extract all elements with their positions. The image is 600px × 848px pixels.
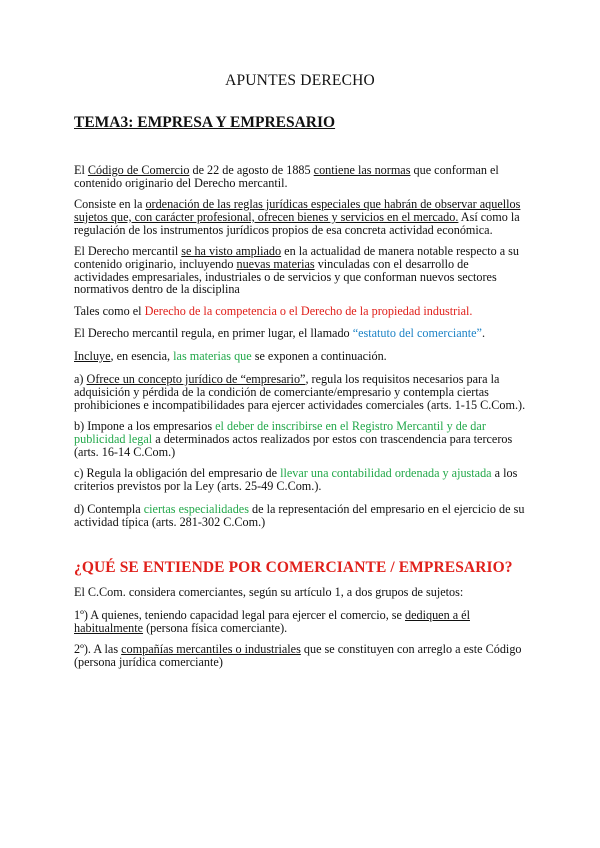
paragraph-ccom-considera: El C.Com. considera comerciantes, según su artículo 1, a dos grupos de sujetos: (74, 585, 464, 599)
section-heading-tema3: TEMA3: EMPRESA Y EMPRESARIO (74, 114, 336, 131)
list-item-c: c) Regula la obligación del empresario de llevar una contabilidad ordenada y ajustada a los criterios previstos por la Ley (arts. 25-49 C.Com.). (74, 466, 518, 493)
list-item-d: d) Contempla ciertas especialidades de la representación del empresario en el ejercicio de su actividad típica (arts. 281-302 C.Com.) (74, 502, 525, 529)
paragraph-ampliado: El Derecho mercantil se ha visto ampliado en la actualidad de manera notable respecto a su contenido originario, incluyendo nuevas materias vinculadas con el desarrollo de actividades empresariales, industriales o de servicios y que conforman nuevos sectores normativos dentro de la disciplina (74, 244, 520, 297)
paragraph-codigo-comercio: El Código de Comercio de 22 de agosto de 1885 contiene las normas que conforman el contenido originario del Derecho mercantil. (74, 163, 499, 190)
list-item-a: a) Ofrece un concepto jurídico de “empresario”, regula los requisitos necesarios para la adquisición y pérdida de la condición de comerciante/empresario y contempla ciertas prohibiciones e incompatibilidades para ejercer actividades comerciales (arts. 1-15 C.Com.). (74, 372, 526, 412)
list-item-2: 2º). A las compañías mercantiles o industriales que se constituyen con arreglo a este Código (persona jurídica comerciante) (74, 642, 522, 669)
document-title: APUNTES DERECHO (225, 72, 375, 89)
list-item-b: b) Impone a los empresarios el deber de inscribirse en el Registro Mercantil y de dar publicidad legal a determinados actos realizados por estos con trascendencia para terceros (arts. 16-14 C.Com.) (74, 419, 513, 459)
list-item-1: 1º) A quienes, teniendo capacidad legal para ejercer el comercio, se dediquen a él habitualmente (persona física comerciante). (74, 608, 470, 635)
paragraph-consiste: Consiste en la ordenación de las reglas jurídicas especiales que habrán de observar aquellos sujetos que, con carácter profesional, ofrecen bienes y servicios en el mercado. Así como la regulación de los instrumentos jurídicos propios de esa concreta actividad económica. (74, 197, 521, 237)
paragraph-tales-como: Tales como el Derecho de la competencia o el Derecho de la propiedad industrial. (74, 304, 473, 318)
paragraph-estatuto: El Derecho mercantil regula, en primer lugar, el llamado “estatuto del comerciante”. (74, 326, 485, 340)
paragraph-incluye: Incluye, en esencia, las materias que se exponen a continuación. (74, 349, 387, 363)
section-heading-comerciante: ¿QUÉ SE ENTIENDE POR COMERCIANTE / EMPRESARIO? (74, 559, 513, 576)
